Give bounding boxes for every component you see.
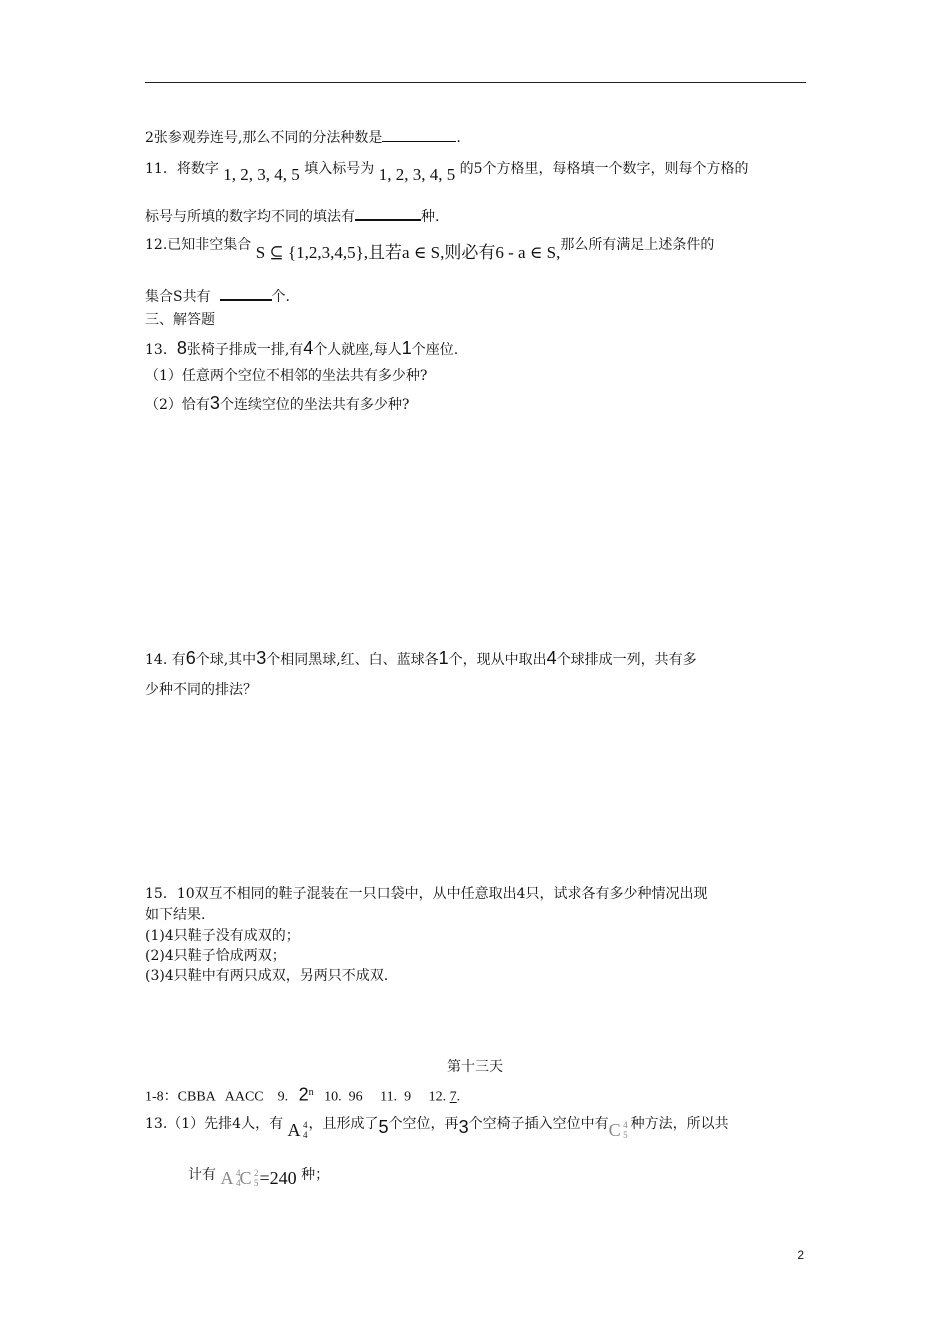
q10-end: . (456, 130, 461, 146)
q13-number: 13． (145, 342, 177, 358)
q14-text-c: 个相同黑球,红、白、蓝球各 (266, 652, 439, 668)
q12-text-c: 集合S共有 (145, 289, 211, 305)
q14-value: 6 (185, 648, 196, 668)
answer-blank (220, 285, 272, 301)
expr-perm-sub: 4 (235, 1178, 241, 1188)
answers-title: 第十三天 (447, 1059, 503, 1075)
answers-row (145, 1083, 460, 1108)
q11-text-b: 填入标号为 (304, 161, 375, 177)
q11-line1 (145, 158, 749, 184)
q12-line2 (145, 285, 290, 307)
q11-text-a: 11．将数字 (145, 161, 219, 177)
expr-comb-sub: 5 (253, 1178, 259, 1188)
expr-comb-sup: 2 (253, 1168, 259, 1178)
answer-blank (382, 127, 456, 142)
q10-text: 2张参观券连号,那么不同的分法种数是 (145, 130, 383, 146)
expr-perm-sup: 4 (235, 1168, 241, 1178)
answers-1-9: 1-8：CBBA AACC 9. (145, 1089, 289, 1105)
q12-text-d: 个. (271, 289, 290, 305)
answer-9-base: 2 (298, 1084, 309, 1105)
answer-13-expression (220, 1168, 301, 1188)
q15-item3: (3)4只鞋中有两只成双，另两只不成双. (145, 968, 389, 984)
q14-text-e: 个球排成一列，共有多 (556, 652, 697, 668)
q14-value: 4 (546, 648, 557, 668)
q11-set-b: 1, 2, 3, 4, 5 (378, 165, 456, 184)
answer-13-text-f: 计有 (188, 1167, 216, 1183)
q14-text-d: 个，现从中取出 (448, 652, 547, 668)
q14-line2: 少种不同的排法？ (145, 682, 257, 698)
q13-part2 (145, 393, 409, 415)
q12-text-a: 12.已知非空集合 (145, 237, 252, 253)
q11-set-a: 1, 2, 3, 4, 5 (223, 165, 300, 184)
q15-item1: (1)4只鞋子没有成双的； (145, 928, 300, 944)
q14-value: 3 (256, 648, 267, 668)
comb-sub: 5 (623, 1130, 628, 1140)
q14-line1 (145, 648, 697, 670)
q15-item2: (2)4只鞋子恰成两双； (145, 948, 286, 964)
header-rule (145, 82, 806, 83)
q13-part2-b: 个连续空位的坐法共有多少种? (219, 397, 410, 413)
answer-blank (355, 205, 421, 221)
q14-text-b: 个球,其中 (195, 652, 257, 668)
perm-sub: 4 (303, 1130, 308, 1140)
answer-13-text-d: 个空椅子插入空位中有 (468, 1116, 609, 1132)
expr-value: =240 (259, 1168, 297, 1188)
comb-letter: C (608, 1120, 621, 1140)
q12-math: S ⊆ {1,2,3,4,5},且若a ∈ S,则必有6 - a ∈ S, (255, 243, 561, 262)
q13-part1: （1）任意两个空位不相邻的坐法共有多少种? (145, 368, 428, 384)
q11-text-d: 标号与所填的数字均不同的填法有 (145, 209, 355, 225)
answers-10-12: 10. 96 11. 9 12. (324, 1089, 447, 1105)
answer-13-text-e: 种方法，所以共 (630, 1116, 729, 1132)
permutation-symbol (287, 1120, 308, 1140)
expr-perm: A (220, 1168, 234, 1188)
q11-text-e: 种. (421, 209, 440, 225)
q13-text-b: 张椅子排成一排,有 (186, 342, 304, 358)
expr-comb: C (239, 1168, 252, 1188)
q14-number: 14. 有 (145, 652, 186, 668)
q13-line (145, 338, 458, 360)
q10-tail (145, 127, 461, 148)
q14-value: 1 (438, 648, 449, 668)
answer-13-text-a: 13.（1）先排4人，有 (145, 1116, 284, 1132)
q13-value: 8 (176, 338, 187, 358)
perm-letter: A (287, 1120, 301, 1140)
answer-13-text-g: 种； (301, 1167, 330, 1183)
combination-symbol (608, 1120, 628, 1140)
q12-text-b: 那么所有满足上述条件的 (560, 237, 715, 253)
q11-text-c: 的5个方格里，每格填一个数字，则每个方格的 (459, 161, 749, 177)
answers-end: . (456, 1089, 461, 1105)
section-heading: 三、解答题 (145, 312, 215, 328)
q13-text-c: 个人就座,每人 (313, 342, 402, 358)
answer-13-text-c: 个空位，再 (388, 1116, 459, 1132)
answer-13-value: 3 (458, 1117, 469, 1137)
perm-sup: 4 (303, 1120, 308, 1130)
answer-13-value: 5 (378, 1117, 389, 1137)
q13-part2-a: （2）恰有 (145, 397, 210, 413)
q13-value: 3 (209, 393, 220, 413)
q12-line1 (145, 234, 715, 262)
q15-line1: 15．10双互不相同的鞋子混装在一只口袋中，从中任意取出4只，试求各有多少种情况出现 (145, 886, 708, 902)
answer-13-line1 (145, 1112, 729, 1140)
answer-12: 7 (449, 1089, 457, 1105)
answer-13-text-b: ，且形成了 (308, 1116, 379, 1132)
q15-line2: 如下结果. (145, 907, 206, 923)
q11-line2 (145, 205, 439, 227)
q13-value: 1 (401, 338, 412, 358)
q13-value: 4 (303, 338, 314, 358)
comb-sup: 4 (623, 1120, 628, 1130)
page-number: 2 (797, 1248, 804, 1262)
q13-text-d: 个座位. (411, 342, 459, 358)
answer-13-line2 (188, 1163, 330, 1188)
answer-9-exponent: n (308, 1087, 314, 1098)
